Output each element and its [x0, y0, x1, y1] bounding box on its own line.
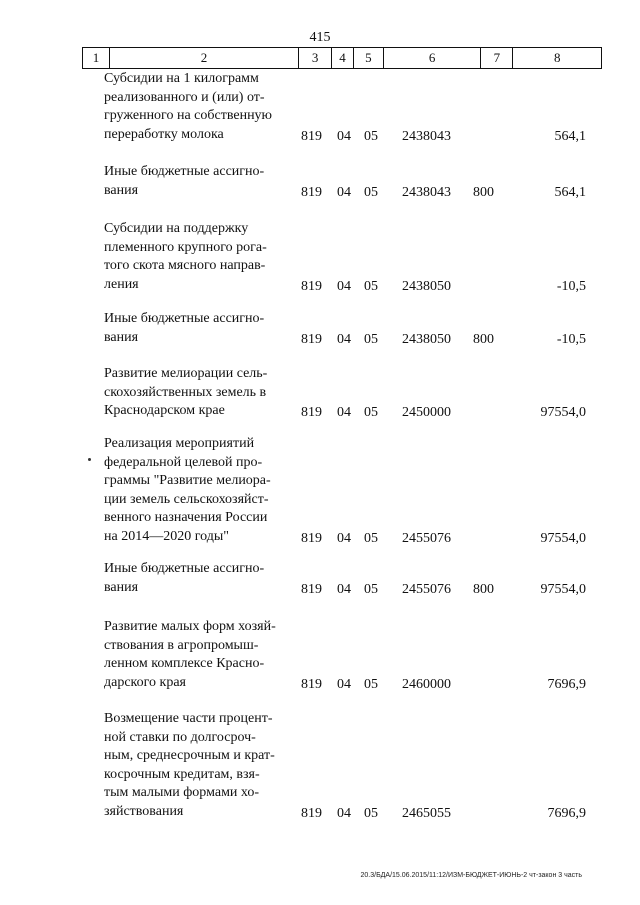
row-description — [104, 435, 294, 547]
row-description — [104, 618, 294, 692]
target-article-code: 2465055 — [402, 806, 451, 821]
header-cell-5: 5 — [354, 48, 384, 68]
description-line: Реализация мероприятий — [104, 436, 255, 451]
section-code: 04 — [337, 806, 351, 821]
header-cell-6: 6 — [384, 48, 482, 68]
row-description — [104, 310, 294, 347]
amount: 7696,9 — [547, 676, 586, 692]
subsection-code: 05 — [364, 531, 378, 546]
subsection-code: 05 — [364, 278, 378, 294]
subsection-code: 05 — [364, 128, 378, 144]
description-line: Краснодарском крае — [104, 403, 225, 419]
grbs-code: 819 — [301, 806, 322, 821]
page-number: 415 — [309, 30, 331, 45]
header-cell-4: 4 — [332, 48, 354, 68]
description-line: венного назначения России — [104, 510, 268, 526]
subsection-code: 05 — [364, 676, 378, 692]
description-line: федеральной целевой про- — [104, 454, 263, 470]
header-cell-8: 8 — [553, 50, 561, 65]
description-line: ствования в агропромыш- — [104, 637, 259, 653]
section-code: 04 — [337, 405, 351, 421]
header-cell-1: 1 — [83, 48, 110, 68]
row-description — [104, 163, 294, 200]
target-article-code: 2438050 — [402, 278, 451, 294]
target-article-code: 2455076 — [402, 581, 451, 597]
amount: 97554,0 — [540, 531, 586, 546]
section-code: 04 — [337, 184, 351, 200]
amount: -10,5 — [556, 331, 586, 347]
subsection-code: 05 — [364, 581, 378, 597]
expense-type-code: 800 — [473, 184, 494, 200]
grbs-code: 819 — [301, 405, 322, 421]
grbs-code: 819 — [301, 531, 322, 546]
subsection-code: 05 — [364, 806, 378, 821]
description-line: ции земель сельскохозяйст- — [104, 491, 269, 507]
description-line: переработку молока — [104, 126, 224, 142]
description-line: Возмещение части процент- — [104, 711, 273, 726]
description-line: вания — [104, 579, 139, 595]
description-line: племенного крупного рога- — [104, 239, 267, 255]
section-code: 04 — [337, 676, 351, 692]
expense-type-code: 800 — [473, 331, 494, 347]
row-description — [104, 560, 294, 597]
target-article-code: 2450000 — [402, 405, 451, 421]
amount: 97554,0 — [540, 581, 586, 597]
amount: 564,1 — [554, 128, 586, 144]
description-line: Развитие мелиорации сель- — [104, 366, 268, 381]
target-article-code: 2438043 — [402, 184, 451, 200]
amount: -10,5 — [556, 278, 586, 294]
target-article-code: 2438050 — [402, 331, 451, 347]
description-line: реализованного и (или) от- — [104, 89, 265, 105]
description-line: Развитие малых форм хозяй- — [104, 619, 276, 634]
amount: 564,1 — [554, 184, 586, 200]
subsection-code: 05 — [364, 184, 378, 200]
description-line: Иные бюджетные ассигно- — [104, 561, 265, 576]
description-line: ленном комплексе Красно- — [104, 656, 265, 672]
header-cell-3: 3 — [299, 48, 332, 68]
header-cell-7: 7 — [481, 48, 513, 68]
row-description — [104, 710, 294, 822]
table-header — [82, 47, 602, 69]
subsection-code: 05 — [364, 405, 378, 421]
section-code: 04 — [337, 128, 351, 144]
row-description — [104, 220, 294, 294]
grbs-code: 819 — [301, 581, 322, 597]
expense-type-code: 800 — [473, 581, 494, 597]
description-line: на 2014—2020 годы" — [104, 528, 229, 544]
description-line: вания — [104, 182, 139, 198]
description-line: ным, среднесрочным и крат- — [104, 748, 275, 764]
description-line: скохозяйственных земель в — [104, 384, 267, 400]
grbs-code: 819 — [301, 184, 322, 200]
grbs-code: 819 — [301, 128, 322, 144]
target-article-code: 2438043 — [402, 128, 451, 144]
description-line: того скота мясного направ- — [104, 258, 266, 274]
target-article-code: 2455076 — [402, 531, 451, 546]
section-code: 04 — [337, 531, 351, 546]
description-line: дарского края — [104, 674, 186, 690]
description-line: груженного на собственную — [104, 108, 273, 124]
description-line: зяйствования — [104, 803, 184, 819]
header-cell-2: 2 — [110, 48, 299, 68]
amount: 97554,0 — [540, 405, 586, 421]
section-code: 04 — [337, 581, 351, 597]
description-line: Иные бюджетные ассигно- — [104, 311, 265, 326]
description-line: ления — [104, 276, 139, 292]
scan-speck — [88, 458, 91, 461]
grbs-code: 819 — [301, 676, 322, 692]
amount: 7696,9 — [547, 806, 586, 821]
description-line: тым малыми формами хо- — [104, 785, 260, 801]
footer-note: 20.3/БДА/15.06.2015/11:12/ИЗМ-БЮДЖЕТ-ИЮНЬ-2 чт-закон 3 часть — [360, 872, 582, 879]
subsection-code: 05 — [364, 331, 378, 347]
description-line: ной ставки по долгосроч- — [104, 729, 256, 745]
description-line: Иные бюджетные ассигно- — [104, 164, 265, 179]
row-description — [104, 70, 294, 144]
grbs-code: 819 — [301, 278, 322, 294]
section-code: 04 — [337, 278, 351, 294]
target-article-code: 2460000 — [402, 676, 451, 692]
row-description — [104, 365, 294, 421]
section-code: 04 — [337, 331, 351, 347]
description-line: вания — [104, 329, 139, 345]
description-line: граммы "Развитие мелиора- — [104, 473, 271, 489]
description-line: косрочным кредитам, взя- — [104, 766, 260, 782]
description-line: Субсидии на 1 килограмм — [104, 71, 259, 86]
description-line: Субсидии на поддержку — [104, 221, 249, 236]
grbs-code: 819 — [301, 331, 322, 347]
